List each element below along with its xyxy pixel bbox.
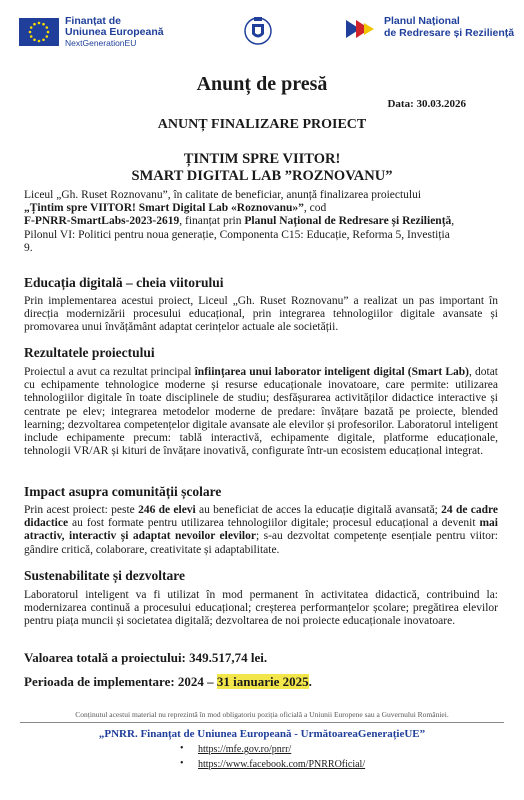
disclaimer: Conținutul acestui material nu reprezintă în mod obligatoriu poziția oficială a Uniunii Europene sau a Guvernului României.: [75, 710, 449, 719]
results-text-2: , dotat cu echipamente tehnologice moderne și resurse educaționale inovatoare, care permite: utilizarea tehnologiilor digitale în toate disciplinele de studiu; desfășurarea activităților didactice interactive și centrate pe elev; integrarea metodelor moderne de predare: învățare bazată pe proiecte, blended learning; dezvoltarea competențelor digitale avansate ale elevilor și profesorilor. Laboratorul inteligent include echipamente precum: tablă interactivă, echipamente digitale, platforme educaționale, tehnologii VR/AR și kituri de învățare inovativă, configurate într-un ecosistem educațional integrat.: [24, 366, 499, 458]
romania-crest-icon: [243, 14, 273, 50]
intro-paragraph: [24, 189, 498, 255]
intro-pnrr: Planul Național de Redresare și Reziliență: [244, 215, 452, 228]
intro-comma: ,: [451, 215, 455, 228]
pnrr-line1: Planul Național: [384, 15, 460, 27]
period-prefix: Perioada de implementare: 2024 –: [24, 674, 217, 689]
impact-text-3: au fost formate pentru utilizarea tehnologiilor digitale; procesul educațional a devenit: [68, 517, 480, 530]
pnrr-text: [384, 15, 514, 39]
eu-line1: Finanțat de: [65, 15, 122, 27]
period-suffix: .: [308, 674, 312, 689]
project-title-line1: ȚINTIM SPRE VIITOR!: [183, 151, 341, 167]
results-text-1: Proiectul a avut ca rezultat principal: [24, 366, 195, 378]
intro-cod: , cod: [303, 202, 327, 215]
pnrr-line2: de Redresare și Reziliență: [384, 27, 515, 39]
section-text-results: [24, 366, 498, 458]
impact-students: 246 de elevi: [138, 504, 196, 516]
impact-text-4: ; s-au dezvoltat competențe esențiale pentru viitor: gândire critică, colaborare, creativitate și adaptabilitate.: [24, 530, 498, 556]
impact-text-2: au beneficiat de acces la educație digitală avansată;: [195, 504, 442, 516]
intro-line5: 9.: [24, 241, 33, 254]
intro-financed: , finanțat prin: [179, 215, 245, 228]
impact-teachers: 24 de cadre didactice: [24, 504, 499, 530]
section-heading-impact: Impact asupra comunității școlare: [24, 484, 222, 499]
section-heading-results: Rezultatele proiectului: [24, 345, 155, 360]
date-label: Data: 30.03.2026: [387, 98, 466, 110]
intro-project-code: F-PNRR-SmartLabs-2023-2619: [24, 215, 180, 228]
bullet-icon: •: [180, 758, 184, 769]
logo-header: [0, 0, 524, 60]
intro-project-name: „Țintim spre VIITOR! Smart Digital Lab «Roznovanu»”: [24, 202, 304, 215]
eu-funding-text: [65, 16, 164, 49]
eu-line2: Uniunea Europeană: [65, 26, 164, 38]
link-mfe-text[interactable]: https://mfe.gov.ro/pnrr/: [198, 744, 292, 755]
page-title: Anunț de presă: [196, 73, 328, 95]
impact-attractive: mai atractiv, interactiv și adaptat nevoilor elevilor: [24, 517, 498, 543]
footer-title: „PNRR. Finanțat de Uniunea Europeană - UrmătoareaGenerațieUE”: [98, 728, 426, 740]
section-text-digital-education: Prin implementarea acestui proiect, Liceul „Gh. Ruset Roznovanu” a realizat un pas important în direcția modernizării procesului educațional, prin integrarea tehnologiilor digitale avansate și promovarea unui învățământ adaptat cerințelor actuale ale societății.: [24, 295, 498, 334]
project-title: [0, 151, 524, 185]
link-mfe[interactable]: [198, 744, 291, 755]
project-value: Valoarea totală a proiectului: 349.517,74 lei.: [24, 650, 268, 665]
implementation-period: [24, 674, 312, 690]
intro-line1: Liceul „Gh. Ruset Roznovanu”, în calitate de beneficiar, anunță finalizarea proiectului: [24, 189, 422, 201]
period-end-date: 31 ianuarie 2025: [216, 674, 309, 689]
impact-text-1: Prin acest proiect: peste: [24, 504, 139, 516]
link-facebook[interactable]: [198, 759, 365, 770]
footer-divider: [20, 722, 504, 723]
eu-flag-icon: [19, 18, 59, 46]
section-text-impact: [24, 504, 498, 557]
eu-line3: NextGenerationEU: [65, 38, 137, 48]
section-text-sustainability: Laboratorul inteligent va fi utilizat în mod permanent în activitatea didactică, contribuind la: modernizarea continuă a procesului educațional; creșterea performanțelor școlare; pregătirea elevilor pentru piața muncii și societatea digitală; dezvoltarea de noi proiecte educaționale inovatoare.: [24, 589, 498, 628]
link-facebook-text[interactable]: https://www.facebook.com/PNRROficial/: [198, 759, 366, 770]
pnrr-logo-icon: [344, 18, 378, 40]
project-title-line2: SMART DIGITAL LAB ”ROZNOVANU”: [131, 168, 393, 184]
announcement-subtitle: ANUNȚ FINALIZARE PROIECT: [157, 117, 367, 132]
bullet-icon: •: [180, 743, 184, 754]
section-heading-digital-education: Educația digitală – cheia viitorului: [24, 275, 224, 290]
section-heading-sustainability: Sustenabilitate și dezvoltare: [24, 568, 185, 583]
intro-line4: Pilonul VI: Politici pentru noua generație, Componenta C15: Educație, Reforma 5, Investiția: [24, 228, 450, 241]
results-smart-lab: înființarea unui laborator inteligent digital (Smart Lab): [194, 366, 470, 378]
